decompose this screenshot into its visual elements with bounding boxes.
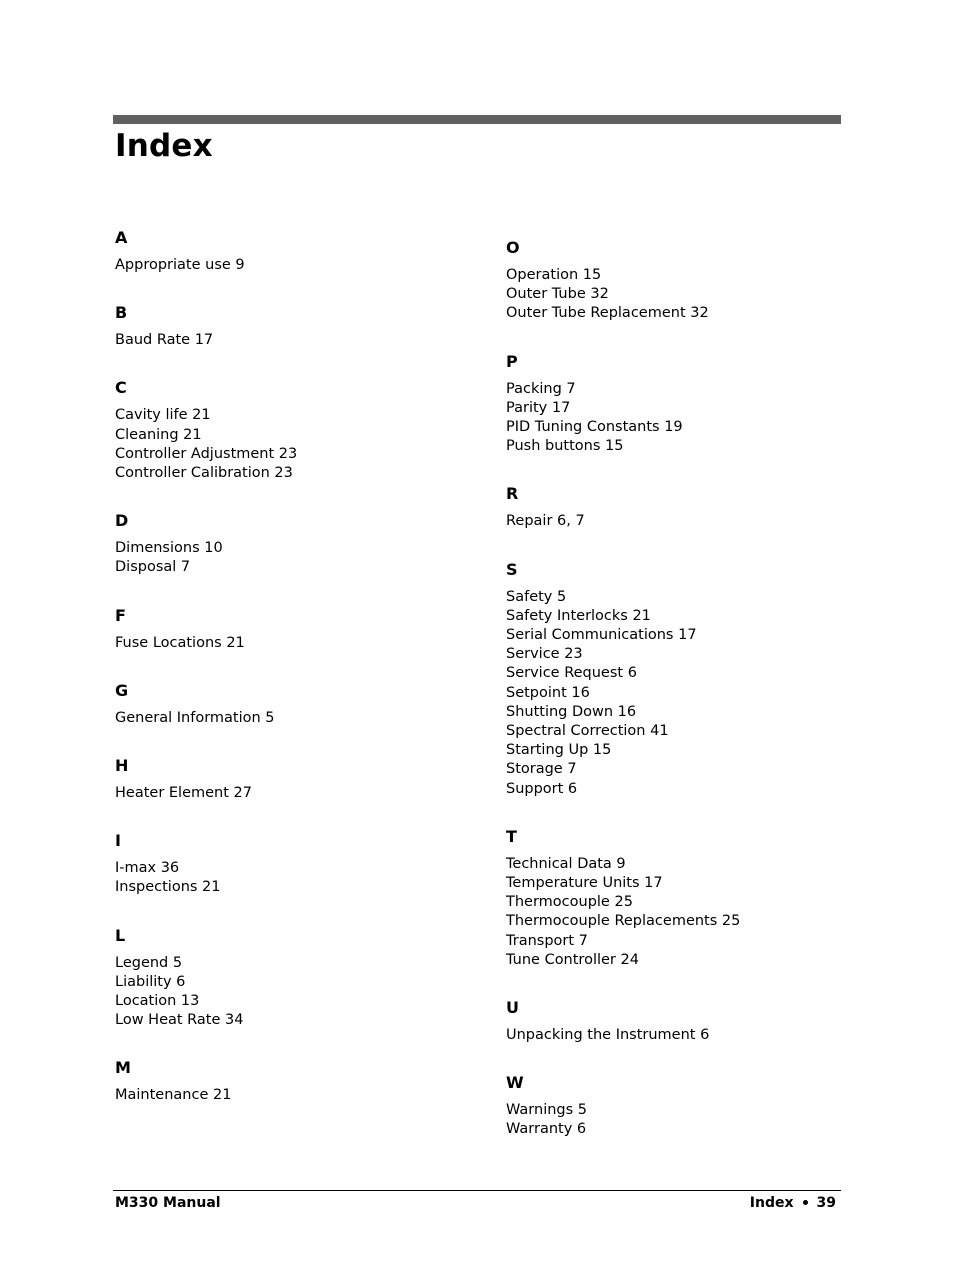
index-section-f bbox=[115, 604, 485, 653]
index-column-left bbox=[115, 226, 485, 1106]
index-letter-heading: B bbox=[115, 303, 128, 323]
index-entry: Warnings 5 bbox=[506, 1102, 588, 1119]
footer-rule bbox=[113, 1190, 841, 1191]
index-entry: Appropriate use 9 bbox=[115, 257, 245, 273]
index-entry: Technical Data 9 bbox=[506, 855, 626, 872]
index-entry-list bbox=[506, 855, 876, 970]
index-letter-heading: C bbox=[115, 378, 127, 398]
index-entry: Operation 15 bbox=[506, 267, 602, 283]
index-entry-list bbox=[506, 512, 876, 531]
index-section-g bbox=[115, 679, 485, 728]
index-column-right bbox=[506, 236, 876, 1140]
index-section-d bbox=[115, 509, 485, 577]
index-entry: I-max 36 bbox=[115, 860, 180, 877]
index-section-u bbox=[506, 996, 876, 1045]
index-letter-heading: P bbox=[506, 351, 518, 371]
index-entry: Baud Rate 17 bbox=[115, 332, 214, 349]
index-section-p bbox=[506, 350, 876, 457]
index-entry-list bbox=[506, 1101, 876, 1139]
index-entry: Thermocouple Replacements 25 bbox=[506, 913, 741, 930]
index-letter-heading: O bbox=[506, 238, 520, 257]
index-entry: General Information 5 bbox=[115, 709, 275, 726]
index-entry-list bbox=[506, 266, 876, 324]
index-section-h bbox=[115, 754, 485, 803]
index-entry: Fuse Locations 21 bbox=[115, 634, 245, 651]
index-entry: Parity 17 bbox=[506, 399, 571, 416]
bullet-icon bbox=[803, 1200, 808, 1205]
index-entry: Inspections 21 bbox=[115, 879, 221, 896]
index-entry: Outer Tube 32 bbox=[506, 286, 609, 303]
index-section-t bbox=[506, 825, 876, 970]
index-entry-list bbox=[506, 588, 876, 799]
index-entry: Starting Up 15 bbox=[506, 742, 612, 759]
index-section-a bbox=[115, 226, 485, 275]
index-letter-heading: L bbox=[115, 925, 126, 945]
index-letter-heading: G bbox=[115, 680, 129, 700]
index-section-r bbox=[506, 482, 876, 531]
footer-section-name: Index bbox=[749, 1195, 794, 1211]
index-entry: Storage 7 bbox=[506, 761, 577, 778]
page-title: Index bbox=[115, 128, 213, 164]
index-entry: Shutting Down 16 bbox=[506, 703, 637, 720]
index-letter-heading: W bbox=[506, 1073, 524, 1093]
index-section-b bbox=[115, 301, 485, 350]
index-letter-heading: S bbox=[506, 559, 518, 579]
index-entry: Repair 6, 7 bbox=[506, 513, 585, 530]
index-entry-list bbox=[115, 1086, 485, 1105]
index-entry-list bbox=[115, 406, 485, 483]
index-entry: Outer Tube Replacement 32 bbox=[506, 305, 709, 322]
footer-page-info bbox=[750, 1194, 836, 1212]
index-entry: Serial Communications 17 bbox=[506, 627, 697, 644]
index-entry: Dimensions 10 bbox=[115, 540, 223, 557]
index-section-i bbox=[115, 829, 485, 897]
index-section-s bbox=[506, 558, 876, 799]
index-entry-list bbox=[506, 380, 876, 457]
index-entry: Cavity life 21 bbox=[115, 407, 211, 424]
index-section-m bbox=[115, 1056, 485, 1105]
index-entry: Packing 7 bbox=[506, 380, 576, 397]
index-entry: Warranty 6 bbox=[506, 1121, 587, 1138]
index-section-c bbox=[115, 376, 485, 483]
index-entry: Tune Controller 24 bbox=[506, 951, 639, 968]
index-entry: Temperature Units 17 bbox=[506, 875, 663, 892]
index-letter-heading: D bbox=[115, 511, 129, 531]
footer-page-number: 39 bbox=[816, 1195, 836, 1211]
index-entry-list bbox=[115, 539, 485, 577]
index-entry: Cleaning 21 bbox=[115, 426, 202, 443]
index-entry: Maintenance 21 bbox=[115, 1087, 232, 1104]
index-entry-list bbox=[115, 634, 485, 653]
index-entry: Location 13 bbox=[115, 993, 200, 1010]
index-letter-heading: A bbox=[115, 228, 128, 247]
index-entry: Liability 6 bbox=[115, 973, 186, 990]
index-letter-heading: H bbox=[115, 756, 129, 776]
index-entry-list bbox=[115, 331, 485, 350]
index-entry: PID Tuning Constants 19 bbox=[506, 419, 683, 436]
index-letter-heading: R bbox=[506, 484, 519, 504]
index-entry: Service 23 bbox=[506, 646, 583, 663]
index-entry: Transport 7 bbox=[506, 932, 588, 949]
index-entry: Spectral Correction 41 bbox=[506, 723, 669, 740]
index-letter-heading: I bbox=[115, 831, 121, 851]
index-entry-list bbox=[115, 859, 485, 897]
index-entry: Controller Adjustment 23 bbox=[115, 445, 298, 462]
index-entry: Service Request 6 bbox=[506, 665, 637, 682]
index-entry: Push buttons 15 bbox=[506, 438, 624, 455]
index-entry-list bbox=[506, 1026, 876, 1045]
footer-manual-title: M330 Manual bbox=[115, 1195, 221, 1211]
index-letter-heading: T bbox=[506, 826, 517, 846]
index-entry: Setpoint 16 bbox=[506, 684, 590, 701]
index-section-w bbox=[506, 1071, 876, 1139]
index-entry: Unpacking the Instrument 6 bbox=[506, 1027, 710, 1044]
index-entry: Low Heat Rate 34 bbox=[115, 1012, 244, 1029]
index-entry: Heater Element 27 bbox=[115, 785, 252, 802]
index-entry: Thermocouple 25 bbox=[506, 894, 633, 911]
index-entry: Disposal 7 bbox=[115, 559, 191, 576]
header-rule bbox=[113, 115, 841, 124]
index-entry: Legend 5 bbox=[115, 954, 183, 971]
index-entry-list bbox=[115, 784, 485, 803]
index-entry-list bbox=[115, 256, 485, 275]
index-entry: Support 6 bbox=[506, 780, 578, 797]
index-letter-heading: F bbox=[115, 605, 126, 625]
index-entry-list bbox=[115, 709, 485, 728]
index-entry: Safety Interlocks 21 bbox=[506, 607, 651, 624]
index-section-o bbox=[506, 236, 876, 324]
index-entry: Controller Calibration 23 bbox=[115, 465, 293, 482]
index-entry-list bbox=[115, 954, 485, 1031]
index-letter-heading: U bbox=[506, 998, 519, 1018]
index-section-l bbox=[115, 924, 485, 1031]
index-letter-heading: M bbox=[115, 1058, 131, 1078]
index-entry: Safety 5 bbox=[506, 588, 567, 605]
